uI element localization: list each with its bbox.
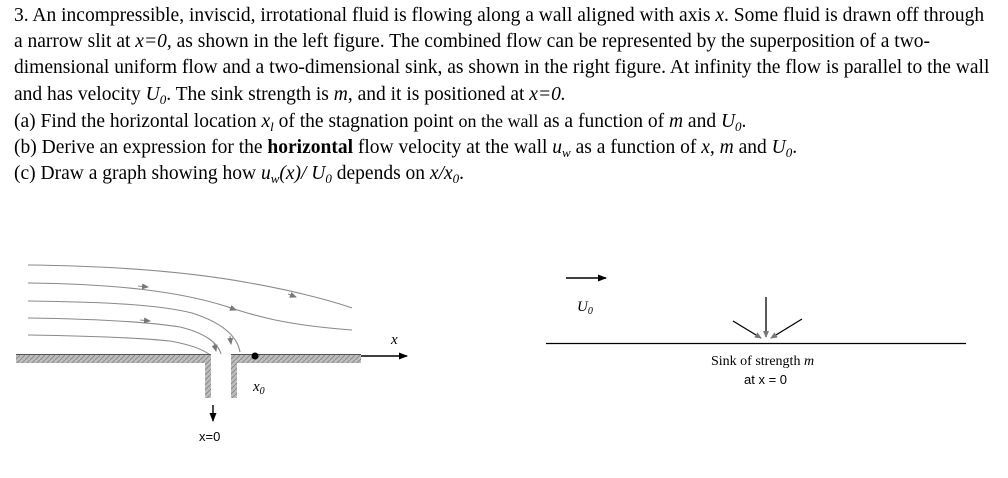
stagnation-point [252,353,259,360]
part-c-var-U-sub: 0 [325,171,332,187]
part-b-text-5: . [792,137,798,159]
part-b-text-4: and [733,137,772,159]
intro-text-4: . The sink strength is [166,83,334,105]
sink-label: Sink of strength m [711,354,815,369]
part-c-var-x-sub: 0 [452,171,460,187]
part-a-var-m: m [668,110,684,132]
part-b-var-U-sub: 0 [785,145,793,161]
part-b-vars: x, m [701,137,734,159]
streamline-arrows [138,286,296,351]
part-a-text-4: as a function of [538,110,669,132]
streamline-5 [28,335,211,356]
intro-sink-location: x=0. [529,83,566,105]
x-axis-label: x [391,332,398,348]
sink-location-label: at x = 0 [744,372,787,387]
intro-text-5: , and it is positioned at [347,83,530,105]
wall-left-hatched [16,354,211,363]
streamline-2 [28,283,352,330]
intro-text-3: , as shown in the left figure. The combined flow can be represented by the superposition of a two-dimensional uniform flow and a two-dimensional sink, as shown in the right figure. At infinity the flow is parallel to the wall and has velocity [14,31,990,105]
part-b-var-U: U [771,137,786,159]
u0-label: $U_0$ [577,299,593,317]
part-c-text-1: (c) Draw a graph showing how [14,163,261,185]
x0-label: $x_0$ [253,379,265,397]
part-c-text-3: . [459,163,465,185]
sink-arrow-right [771,319,802,338]
intro-text-1: 3. An incompressible, inviscid, irrotational fluid is flowing along a wall aligned with axis [14,5,716,26]
part-c-var-u: u [260,163,271,185]
intro-var-u: U [145,83,160,105]
slit-walls-right [231,358,237,398]
part-c-var-x: x/x [429,163,453,185]
slit-location-label: x=0 [199,429,221,444]
part-a-text-6: . [741,110,747,132]
part-a-var-x-sub: l [270,118,274,134]
part-a-text-1: (a) Find the horizontal location [14,110,262,132]
intro-text-2: . Some fluid is drawn off through a narrow slit at [14,5,985,53]
intro-var-m: m [333,83,348,105]
intro-var-x: x [715,5,724,26]
part-c-var-u-sub: w [270,171,280,187]
streamlines [28,265,352,356]
part-c-arg: (x)/ U [279,163,326,185]
part-b-var-u-sub: w [562,145,571,161]
part-b-bold: horizontal [267,137,353,159]
part-b-text-3: as a function of [570,137,702,159]
slit-walls-left [205,358,211,398]
part-b-text-2: flow velocity at the wall [353,137,553,159]
part-b-var-u: u [552,137,563,159]
part-a-var-u: U [720,110,736,132]
sink-arrow-left [733,321,761,338]
part-a-text-2: of the stagnation point [273,110,459,132]
wall [16,354,361,398]
part-b-text-1: (b) Derive an expression for the [14,137,268,159]
part-a-var-x: x [261,110,271,132]
intro-slit-location: x=0 [135,31,167,53]
sink-arrows [733,297,802,338]
wall-right-hatched [231,354,361,363]
part-a-text-3: on the wall [458,110,539,131]
part-a-var-u-sub: 0 [735,118,742,134]
streamline-3 [28,301,240,352]
right-figure [546,278,966,387]
intro-var-u-sub: 0 [159,91,167,107]
part-c-text-2: depends on [331,163,430,185]
left-figure [16,265,407,444]
part-a-text-5: and [683,110,721,132]
